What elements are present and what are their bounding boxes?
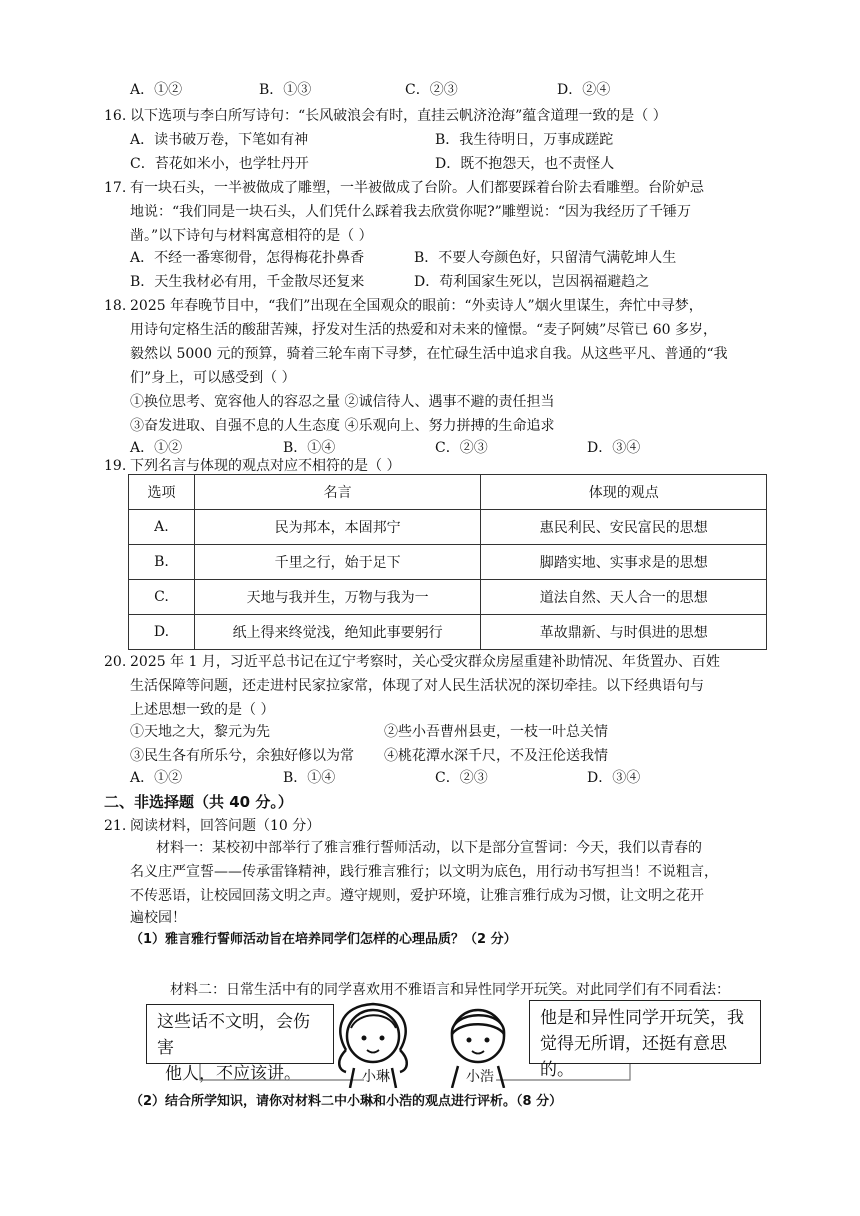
table-cell: 革故鼎新、与时俱进的思想 [481, 615, 767, 650]
q18-option-d[interactable]: D．③④ [587, 440, 641, 456]
statement-item: ②些小吾曹州县吏，一枝一叶总关情 [384, 724, 608, 740]
table-header-row [129, 475, 767, 510]
question-stem: 阅读材料，回答问题（10 分） [130, 818, 321, 834]
table-header: 选项 [129, 475, 195, 510]
question-number: 16. [104, 108, 127, 124]
q16-option-b[interactable]: B．我生待明日，万事成蹉跎 [435, 132, 614, 148]
sub-question-2: （2）结合所学知识，请你对材料二中小琳和小浩的观点进行评析。（8 分） [130, 1094, 563, 1109]
table-cell: 纸上得来终觉浅，绝知此事要躬行 [194, 615, 481, 650]
question-stem: 以下选项与李白所写诗句：“长风破浪会有时，直挂云帆济沧海”蕴含道理一致的是（ ） [130, 108, 667, 124]
material-one-line: 不传恶语，让校园回荡文明之声。遵守规则，爱护环境，让雅言雅行成为习惯，让文明之花开 [130, 888, 704, 904]
question-stem-line: 上述思想一致的是（ ） [130, 702, 275, 718]
q17-option-a[interactable]: A．不经一番寒彻骨，怎得梅花扑鼻香 [130, 250, 365, 266]
question-stem-line: 有一块石头，一半被做成了雕塑，一半被做成了台阶。人们都要踩着台阶去看雕塑。台阶妒忌 [130, 180, 704, 196]
statement-item: ③奋发进取、自强不息的人生态度 ④乐观向上、努力拼搏的生命追求 [130, 418, 555, 434]
statement-item: ③民生各有所乐兮，余独好修以为常 [130, 748, 354, 764]
table-row [129, 545, 767, 580]
table-cell: 道法自然、天人合一的思想 [481, 580, 767, 615]
q17-option-b[interactable]: B．不要人夸颜色好，只留清气满乾坤人生 [414, 250, 677, 266]
table-cell: 千里之行，始于足下 [194, 545, 481, 580]
q15-option-b[interactable]: B．①③ [259, 82, 312, 98]
question-number: 21. [104, 818, 127, 834]
question-stem-line: 地说：“我们同是一块石头，人们凭什么踩着我去欣赏你呢?”雕塑说：“因为我经历了千锤万 [130, 204, 691, 220]
table-row [129, 580, 767, 615]
name-label-left: 小琳 [362, 1069, 390, 1085]
table-row [129, 615, 767, 650]
q18-option-b[interactable]: B．①④ [283, 440, 336, 456]
name-label-right: 小浩 [466, 1069, 494, 1085]
q16-option-d[interactable]: D．既不抱怨天，也不责怪人 [435, 156, 615, 172]
table-cell: C. [129, 580, 195, 615]
table-cell: 惠民利民、安民富民的思想 [481, 510, 767, 545]
connector-line [496, 1064, 630, 1080]
bubble-line: 这些话不文明，会伤害 [157, 1012, 310, 1058]
statement-item: ④桃花潭水深千尺，不及汪伦送我情 [384, 748, 608, 764]
question-number: 17. [104, 180, 127, 196]
section-title: 二、非选择题（共 40 分。） [104, 793, 293, 811]
material-one-line: 材料一：某校初中部举行了雅言雅行誓师活动，以下是部分宣誓词：今天，我们以青春的 [156, 840, 702, 856]
bubble-line: 觉得无所谓，还挺有意思的。 [540, 1034, 727, 1080]
table-cell: A. [129, 510, 195, 545]
question-stem: 下列名言与体现的观点对应不相符的是（ ） [130, 458, 401, 474]
q18-option-c[interactable]: C．②③ [435, 440, 488, 456]
question-stem-line: 生活保障等问题，还走进村民家拉家常，体现了对人民生活状况的深切牵挂。以下经典语句与 [130, 678, 704, 694]
material-one-line: 名义庄严宣誓——传承雷锋精神，践行雅言雅行；以文明为底色，用行动书写担当！不说粗言， [130, 864, 718, 880]
statement-item: ①换位思考、宽容他人的容忍之量 ②诚信待人、遇事不避的责任担当 [130, 394, 555, 410]
q20-option-b[interactable]: B．①④ [283, 770, 336, 786]
table-cell: D. [129, 615, 195, 650]
q17-option-d[interactable]: D．苟利国家生死以，岂因祸福避趋之 [414, 274, 650, 290]
q15-option-d[interactable]: D．②④ [557, 82, 611, 98]
question-stem-line: 们”身上，可以感受到（ ） [130, 370, 296, 386]
material-one-line: 遍校园！ [130, 910, 186, 926]
q20-option-d[interactable]: D．③④ [587, 770, 641, 786]
material-two: 材料二：日常生活中有的同学喜欢用不雅语言和异性同学开玩笑。对此同学们有不同看法： [170, 982, 730, 998]
q17-option-c[interactable]: B．天生我材必有用，千金散尽还复来 [130, 274, 365, 290]
table-header: 体现的观点 [481, 475, 767, 510]
question-stem-line: 2025 年 1 月，习近平总书记在辽宁考察时，关心受灾群众房屋重建补助情况、年货置办、百姓 [130, 654, 720, 670]
question-number: 19. [104, 458, 127, 474]
students-illustration [196, 1000, 646, 1088]
table-cell: 民为邦本，本固邦宁 [194, 510, 481, 545]
question-number: 18. [104, 298, 127, 314]
bubble-line: 他是和异性同学开玩笑，我 [540, 1008, 744, 1028]
table-row [129, 510, 767, 545]
q15-option-a[interactable]: A．①② [130, 82, 183, 98]
statement-item: ①天地之大，黎元为先 [130, 724, 270, 740]
table-cell: B. [129, 545, 195, 580]
q19-table [128, 474, 767, 650]
q15-option-c[interactable]: C．②③ [405, 82, 458, 98]
sub-question-1: （1）雅言雅行誓师活动旨在培养同学们怎样的心理品质？（2 分） [130, 932, 517, 947]
table-cell: 脚踏实地、实事求是的思想 [481, 545, 767, 580]
question-stem-line: 2025 年春晚节目中，“我们”出现在全国观众的眼前：“外卖诗人”烟火里谋生，奔忙中寻梦， [130, 298, 703, 314]
question-number: 20. [104, 654, 127, 670]
table-header: 名言 [194, 475, 481, 510]
bubble-line: 他人，不应该讲。 [165, 1064, 301, 1084]
q20-option-c[interactable]: C．②③ [435, 770, 488, 786]
q18-option-a[interactable]: A．①② [130, 440, 183, 456]
question-stem-line: 毅然以 5000 元的预算，骑着三轮车南下寻梦，在忙碌生活中追求自我。从这些平凡、普通的“我 [130, 346, 728, 362]
table-cell: 天地与我并生，万物与我为一 [194, 580, 481, 615]
q16-option-a[interactable]: A．读书破万卷，下笔如有神 [130, 132, 309, 148]
q20-option-a[interactable]: A．①② [130, 770, 183, 786]
question-stem-line: 凿。”以下诗句与材料寓意相符的是（ ） [130, 228, 373, 244]
question-stem-line: 用诗句定格生活的酸甜苦辣，抒发对生活的热爱和对未来的憧憬。“麦子阿姨”尽管已 60 多岁， [130, 322, 718, 338]
q16-option-c[interactable]: C．苔花如米小，也学牡丹开 [130, 156, 309, 172]
